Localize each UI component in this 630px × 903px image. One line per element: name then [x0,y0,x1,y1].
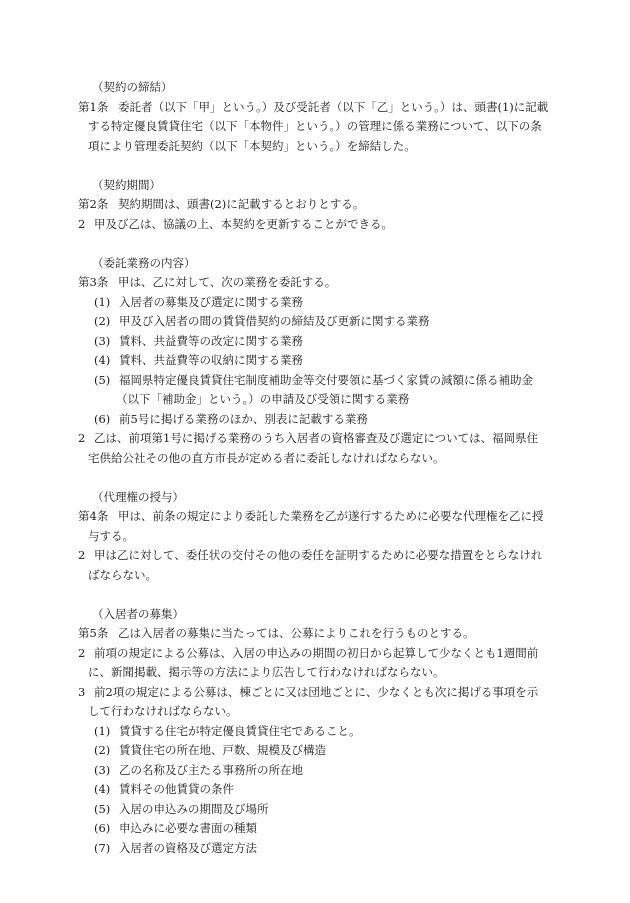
article-2-number: 第2条 [78,197,109,211]
article-5-heading: （入居者の募集） [92,606,184,621]
article-3 [78,254,558,469]
article-2 [78,176,558,235]
article-4-para2-line1: 甲は乙に対して、委任状の交付その他の委任を証明するために必要な措置をとらなけれ [94,548,543,562]
article-1-text-line1: 委託者（以下「甲」という。）及び受託者（以下「乙」という。）は、頭書(1)に記載 [118,99,549,114]
article-3-para2-line2: 宅供給公社その他の直方市長が定める者に委託しなければならない。 [88,450,445,465]
list-item: (5) 福岡県特定優良賃貸住宅制度補助金等交付要領に基づく家賃の減額に係る補助金 （以下「補助金」という。）の申請及び受領に関する業務 [94,372,533,406]
list-item: (7) 入居者の資格及び選定方法 [94,840,257,855]
list-item: (5) 入居の申込みの期間及び場所 [94,801,269,816]
list-item: (3) 乙の名称及び主たる事務所の所在地 [94,762,303,777]
article-3-number: 第3条 [78,275,109,289]
article-2-para2-text: 甲及び乙は、協議の上、本契約を更新することができる。 [94,216,393,231]
article-2-para2-number: 2 [78,216,86,231]
article-2-text: 契約期間は、頭書(2)に記載するとおりとする。 [118,197,365,211]
list-item: (1) 入居者の募集及び選定に関する業務 [94,294,303,309]
article-5-para3-line2: して行わなければならない。 [88,704,238,718]
article-2-heading: （契約期間） [92,177,161,192]
article-3-text: 甲は、乙に対して、次の業務を委託する。 [118,275,337,289]
article-3-para2-number: 2 [78,431,86,445]
article-5-para2-number: 2 [78,645,86,660]
article-5-text: 乙は入居者の募集に当たっては、公募によりこれを行うものとする。 [118,626,475,640]
article-4-text-line2: 与する。 [88,528,134,543]
article-3-heading: （委託業務の内容） [92,255,196,270]
article-5-para2-line2: に、新聞掲載、掲示等の方法により広告して行わなければならない。 [88,665,445,679]
article-5-para3-line1: 前2項の規定による公募は、棟ごとに又は団地ごとに、少なくとも次に掲げる事項を示 [94,684,539,699]
list-item: (2) 賃貸住宅の所在地、戸数、規模及び構造 [94,743,326,757]
list-item: (1) 賃貸する住宅が特定優良賃貸住宅であること。 [94,723,361,738]
article-3-para2-line1: 乙は、前項第1号に掲げる業務のうち入居者の資格審査及び選定については、福岡県住 [94,431,539,445]
article-1-body [78,98,558,157]
article-1-number: 第1条 [78,99,109,114]
article-4-heading: （代理権の授与） [92,489,184,504]
list-item: (6) 前5号に掲げる業務のほか、別表に記載する業務 [94,411,368,426]
article-5-para3-number: 3 [78,684,86,699]
article-4-para2-number: 2 [78,548,86,562]
list-item: (2) 甲及び入居者の間の賃貸借契約の締結及び更新に関する業務 [94,314,430,328]
article-4-number: 第4条 [78,509,109,523]
article-4-para2-line2: ばならない。 [88,567,157,582]
article-5 [78,605,558,859]
article-1 [78,78,558,156]
list-item: (6) 申込みに必要な書面の種類 [94,821,257,835]
article-5-para2-line1: 前項の規定による公募は、入居の申込みの期間の初日から起算して少なくとも1週間前 [94,645,539,660]
article-4 [78,488,558,586]
article-5-number: 第5条 [78,626,109,640]
article-1-text-line3: 項により管理委託契約（以下「本契約」という。）を締結した。 [88,138,416,153]
document-page [78,78,558,858]
list-item: (4) 賃料その他賃貸の条件 [94,782,234,796]
list-item: (4) 賃料、共益費等の収納に関する業務 [94,353,303,367]
article-1-text-line2: する特定優良賃貸住宅（以下「本物件」という。）の管理に係る業務について、以下の条 [88,119,542,133]
article-4-text-line1: 甲は、前条の規定により委託した業務を乙が遂行するために必要な代理権を乙に授 [118,509,544,523]
article-1-heading: （契約の締結） [92,80,173,94]
list-item: (3) 賃料、共益費等の改定に関する業務 [94,333,303,348]
